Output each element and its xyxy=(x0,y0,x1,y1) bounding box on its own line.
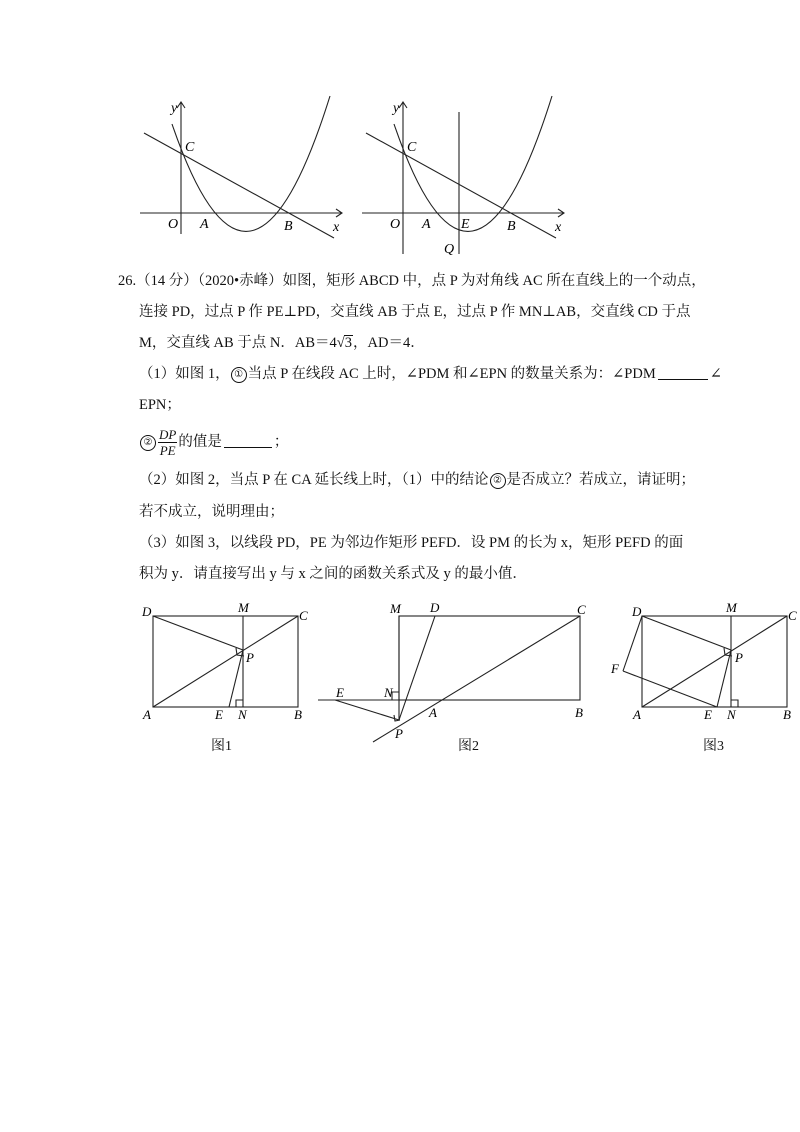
part-1-line xyxy=(139,364,722,384)
label-f: F xyxy=(611,661,619,676)
label-b: B xyxy=(294,707,302,722)
right-angle-n xyxy=(236,700,243,707)
figure-1 xyxy=(135,596,315,726)
segment-dp xyxy=(153,616,243,650)
x-axis-label: x xyxy=(555,220,562,235)
figure-3 xyxy=(605,596,800,726)
label-m: M xyxy=(726,600,737,615)
problem-source: （2020•赤峰） xyxy=(197,273,283,289)
label-c: C xyxy=(577,602,586,617)
problem-line-2: 连接 PD，过点 P 作 PE⊥PD，交直线 AB 于点 E，过点 P 作 MN⊥AB，交直线 CD 于点 xyxy=(139,304,691,320)
answer-blank-1[interactable] xyxy=(658,365,708,380)
segment-ef xyxy=(623,671,717,707)
answer-blank-2[interactable] xyxy=(224,433,272,448)
part-1b-line xyxy=(139,425,288,461)
segment-dp xyxy=(642,616,731,650)
circle-2: ② xyxy=(140,435,156,451)
point-c-label: C xyxy=(407,140,417,155)
part-1-end: ∠ xyxy=(709,366,722,382)
label-a: A xyxy=(429,705,437,720)
problem-line-3: M，交直线 AB 于点 N．AB＝4√3，AD＝4． xyxy=(139,335,425,351)
point-a-label: A xyxy=(422,217,431,232)
problem-number: 26. xyxy=(118,273,137,289)
label-d: D xyxy=(632,604,642,619)
problem-line-1-text: 如图，矩形 ABCD 中，点 P 为对角线 AC 所在直线上的一个动点， xyxy=(282,273,706,289)
part-1-cont: EPN； xyxy=(139,397,181,413)
figure-2 xyxy=(318,596,598,746)
figure-2-caption: 图2 xyxy=(458,739,479,754)
y-axis-label: y xyxy=(393,101,400,116)
label-c: C xyxy=(299,608,308,623)
label-n: N xyxy=(727,707,736,722)
part-3-cont: 积为 y．请直接写出 y 与 x 之间的函数关系式及 y 的最小值． xyxy=(139,566,527,582)
problem-line-1 xyxy=(118,271,706,291)
parabola-curve xyxy=(394,96,552,231)
part-2-line xyxy=(139,470,695,490)
point-e-label: E xyxy=(461,217,470,232)
problem-line-3-text: M，交直线 AB 于点 N．AB＝4 xyxy=(139,335,337,351)
part-3-line: （3）如图 3，以线段 PD，PE 为邻边作矩形 PEFD．设 PM 的长为 x，矩形 PEFD 的面 xyxy=(139,535,684,551)
fraction-denominator: PE xyxy=(159,443,176,459)
label-p: P xyxy=(395,726,403,741)
label-e: E xyxy=(336,685,344,700)
problem-line-3-end: ，AD＝4． xyxy=(353,335,425,351)
label-c: C xyxy=(788,608,797,623)
point-q-label: Q xyxy=(444,242,455,257)
parabola-graph-left xyxy=(130,92,352,242)
label-d: D xyxy=(430,600,440,615)
label-b: B xyxy=(575,705,583,720)
part-2-text-a: （2）如图 2，当点 P 在 CA 延长线上时，（1）中的结论 xyxy=(139,472,489,488)
diagonal-ca-extended xyxy=(373,616,580,742)
part-1-prefix: （1）如图 1， xyxy=(139,366,230,382)
point-b-label: B xyxy=(507,219,516,234)
origin-label: O xyxy=(168,217,179,232)
label-e: E xyxy=(215,707,223,722)
fraction-numerator: DP xyxy=(159,427,177,443)
parabola-curve xyxy=(172,96,330,231)
label-n: N xyxy=(238,707,247,722)
part-2-cont: 若不成立，说明理由； xyxy=(139,504,284,520)
circle-1: ① xyxy=(231,367,247,383)
figure-1-caption: 图1 xyxy=(211,739,232,754)
label-m: M xyxy=(238,600,249,615)
fraction-dp-pe xyxy=(158,427,177,458)
part-1-text: 当点 P 在线段 AC 上时，∠PDM 和∠EPN 的数量关系为：∠PDM xyxy=(247,366,656,382)
segment-pe xyxy=(335,700,399,720)
problem-score: （14 分） xyxy=(136,273,198,289)
x-axis-label: x xyxy=(333,220,340,235)
figure-3-caption: 图3 xyxy=(703,739,724,754)
circle-2b: ② xyxy=(490,473,506,489)
point-b-label: B xyxy=(284,219,293,234)
label-a: A xyxy=(143,707,151,722)
origin-label: O xyxy=(390,217,401,232)
point-a-label: A xyxy=(200,217,209,232)
label-d: D xyxy=(142,604,152,619)
diagonal-ac xyxy=(642,616,787,707)
label-p: P xyxy=(246,650,254,665)
part-1b-end: ； xyxy=(273,434,289,450)
segment-fd xyxy=(623,616,642,671)
parabola-graph-right xyxy=(352,92,574,262)
right-angle-n xyxy=(731,700,738,707)
label-p: P xyxy=(735,650,743,665)
label-e: E xyxy=(704,707,712,722)
label-n: N xyxy=(384,685,393,700)
rectangle-abcd xyxy=(399,616,580,700)
point-c-label: C xyxy=(185,140,195,155)
y-axis-label: y xyxy=(171,101,178,116)
label-m: M xyxy=(390,601,401,616)
label-b: B xyxy=(783,707,791,722)
sqrt-radicand: 3 xyxy=(344,335,352,351)
part-1b-text: 的值是 xyxy=(178,434,222,450)
right-angle-n xyxy=(392,692,399,700)
diagonal-ac xyxy=(153,616,298,707)
part-2-text-b: 是否成立？若成立，请证明； xyxy=(506,472,695,488)
label-a: A xyxy=(633,707,641,722)
